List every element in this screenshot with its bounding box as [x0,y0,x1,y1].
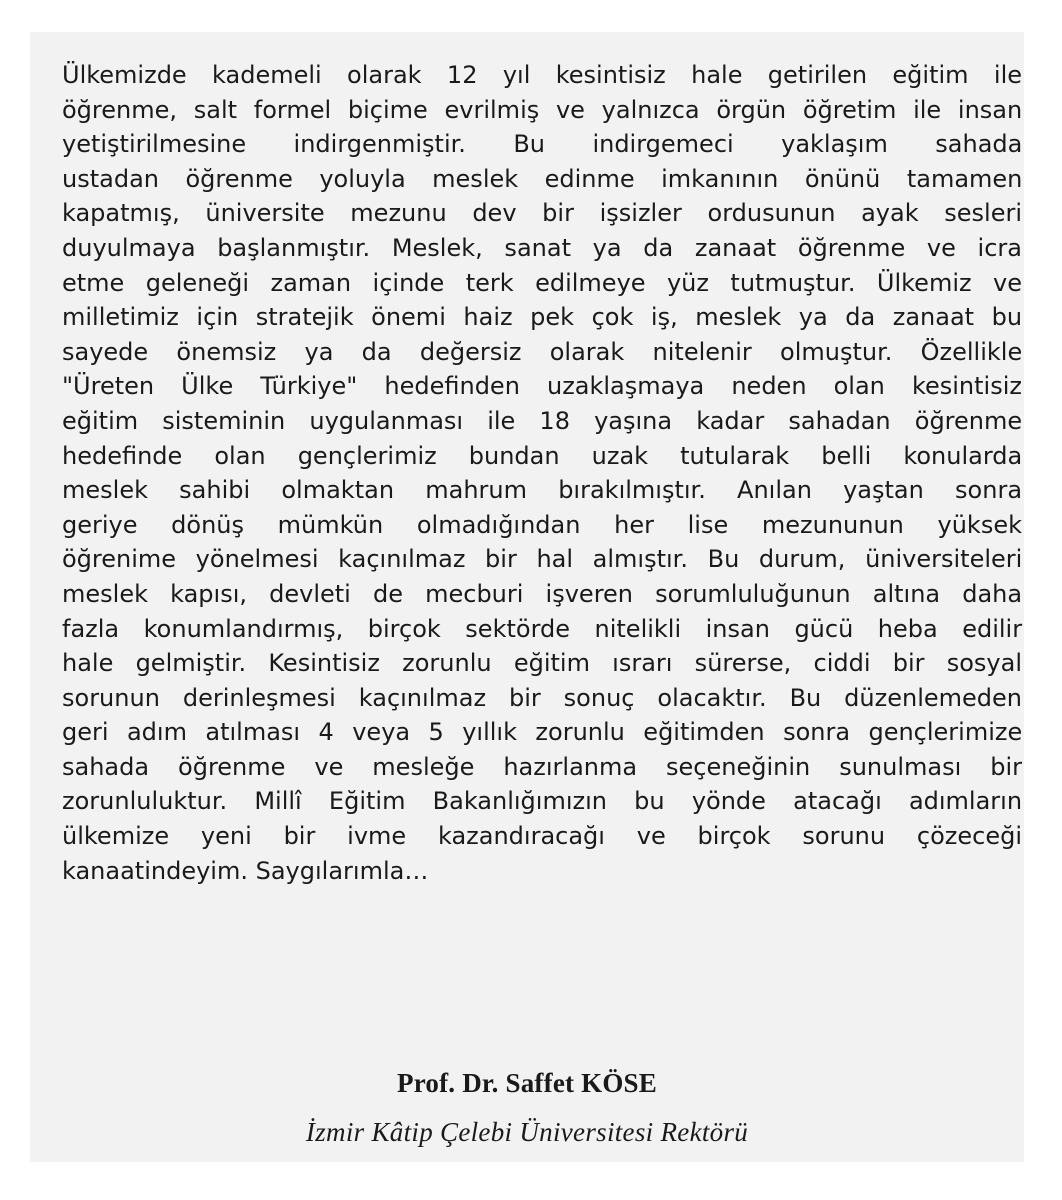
body-line-8: milletimiz için stratejik önemi haiz pek çok iş, meslek ya da zanaat bu [62,303,1023,332]
letter-body [62,58,1022,888]
body-line-9: sayede önemsiz ya da değersiz olarak nitelenir olmuştur. Özellikle [62,337,1023,366]
body-line-19: sorunun derinleşmesi kaçınılmaz bir sonuç olacaktır. Bu düzenlemeden [62,683,1022,712]
body-line-20: geri adım atılması 4 veya 5 yıllık zorunlu eğitimden sonra gençlerimize [62,718,1023,747]
body-line-23: ülkemize yeni bir ivme kazandıracağı ve birçok sorunu çözeceği [62,822,1022,851]
body-line-13: meslek sahibi olmaktan mahrum bırakılmıştır. Anılan yaştan sonra [62,476,1023,505]
signature-title: İzmir Kâtip Çelebi Üniversitesi Rektörü [305,1117,749,1147]
body-line-12: hedefinde olan gençlerimiz bundan uzak tutularak belli konularda [62,441,1023,470]
body-line-11: eğitim sisteminin uygulanması ile 18 yaşına kadar sahadan öğrenme [62,406,1023,435]
body-line-7: etme geleneği zaman içinde terk edilmeye yüz tutmuştur. Ülkemiz ve [62,268,1022,297]
signature-name: Prof. Dr. Saffet KÖSE [397,1068,657,1098]
body-line-10: "Üreten Ülke Türkiye" hedefinden uzaklaşmaya neden olan kesintisiz [62,372,1022,401]
body-line-15: öğrenime yönelmesi kaçınılmaz bir hal almıştır. Bu durum, üniversiteleri [62,545,1023,574]
body-line-24: kanaatindeyim. Saygılarımla… [62,856,429,885]
body-line-6: duyulmaya başlanmıştır. Meslek, sanat ya da zanaat öğrenme ve icra [62,233,1022,262]
body-line-3: yetiştirilmesine indirgenmiştir. Bu indirgemeci yaklaşım sahada [62,130,1023,159]
body-line-5: kapatmış, üniversite mezunu dev bir işsizler ordusunun ayak sesleri [62,199,1022,228]
body-line-16: meslek kapısı, devleti de mecburi işveren sorumluluğunun altına daha [62,579,1023,608]
letter-panel [30,32,1024,1162]
body-line-21: sahada öğrenme ve mesleğe hazırlanma seçeneğinin sunulması bir [62,752,1022,781]
body-line-18: hale gelmiştir. Kesintisiz zorunlu eğitim ısrarı sürerse, ciddi bir sosyal [62,649,1022,678]
body-line-22: zorunluluktur. Millî Eğitim Bakanlığımızın bu yönde atacağı adımların [62,787,1023,816]
body-line-1: Ülkemizde kademeli olarak 12 yıl kesintisiz hale getirilen eğitim ile [62,61,1022,89]
body-line-2: öğrenme, salt formel biçime evrilmiş ve yalnızca örgün öğretim ile insan [62,95,1023,124]
body-line-14: geriye dönüş mümkün olmadığından her lise mezununun yüksek [62,510,1022,539]
body-line-4: ustadan öğrenme yoluyla meslek edinme imkanının önünü tamamen [62,164,1023,193]
body-line-17: fazla konumlandırmış, birçok sektörde nitelikli insan gücü heba edilir [62,614,1023,643]
